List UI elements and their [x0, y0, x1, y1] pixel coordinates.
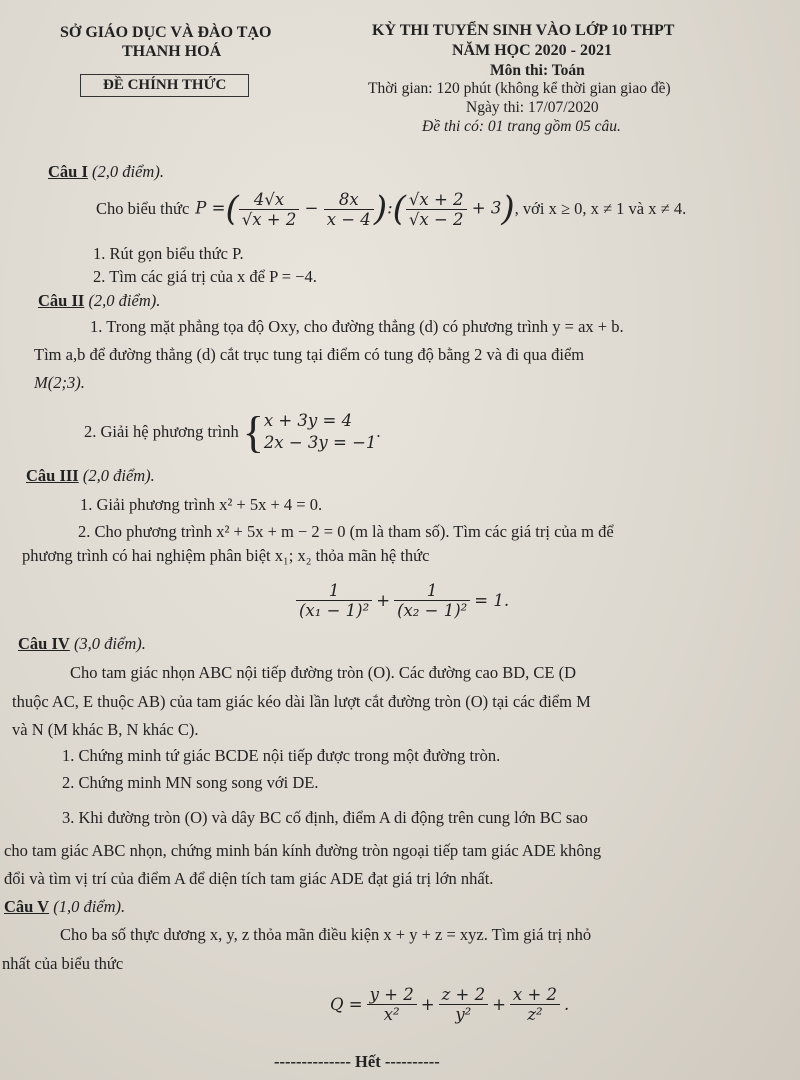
- q4-part3-line2: cho tam giác ABC nhọn, chứng minh bán kính đường tròn ngoại tiếp tam giác ADE không: [4, 841, 602, 860]
- time-line: Thời gian: 120 phút (không kể thời gian giao đề): [368, 80, 671, 97]
- system-eq2: 2x − 3y = −1: [263, 433, 377, 452]
- system-eq1: x + 3y = 4: [263, 411, 353, 430]
- q2-part2: 2. Giải hệ phương trình { x + 3y = 4 2x − 3y = −1 .: [84, 407, 381, 457]
- q4-title: Câu IV: [18, 634, 70, 653]
- q2-points: (2,0 điểm).: [88, 291, 161, 310]
- q2-part1-line2: Tìm a,b để đường thẳng (d) cắt trục tung tại điểm có tung độ bằng 2 và đi qua điểm: [34, 345, 585, 364]
- q1-points: (2,0 điểm).: [92, 162, 164, 181]
- q1-condition: , với x ≥ 0, x ≠ 1 và x ≠ 4.: [514, 199, 687, 218]
- q2-part2-label: 2. Giải hệ phương trình: [84, 422, 239, 441]
- subject-line: Môn thi: Toán: [490, 62, 585, 79]
- equation-system: [264, 410, 377, 454]
- q5-line2: nhất của biểu thức: [2, 954, 124, 973]
- q4-part3-line1: 3. Khi đường tròn (O) và dây BC cố định, điểm A di động trên cung lớn BC sao: [62, 808, 588, 827]
- q5-formula: Q = $\frac{y + 2}{\text{x²}}$ + $\frac{z + 2}{\text{y²}}$ + $\frac{x + 2}{\text{z²}}$ .: [330, 984, 570, 1024]
- q4-part1: 1. Chứng minh tứ giác BCDE nội tiếp được trong một đường tròn.: [62, 746, 501, 765]
- department-line: SỞ GIÁO DỤC VÀ ĐÀO TẠO: [60, 24, 272, 41]
- q1-heading: [48, 162, 164, 182]
- q5-line1: Cho ba số thực dương x, y, z thỏa mãn điều kiện x + y + z = xyz. Tìm giá trị nhỏ: [60, 925, 592, 944]
- p-formula: P =( $\frac{4√x}{√x + 2}$ − $\frac{8x}{x - 4}$ ):( $\frac{√x + 2}{√x - 2}$ + 3): [195, 189, 515, 229]
- q4-line3: và N (M khác B, N khác C).: [12, 720, 199, 739]
- q1-part1: 1. Rút gọn biểu thức P.: [93, 244, 244, 263]
- end-marker: -------------- Hết ----------: [274, 1052, 440, 1071]
- q3-part1: 1. Giải phương trình x² + 5x + 4 = 0.: [80, 495, 323, 514]
- q4-line2: thuộc AC, E thuộc AB) của tam giác kéo dài lần lượt cắt đường tròn (O) tại các điểm M: [12, 692, 591, 711]
- system-brace: {: [242, 407, 264, 457]
- q3-points: (2,0 điểm).: [82, 466, 155, 485]
- q3-title: Câu III: [26, 466, 79, 485]
- q2-title: Câu II: [38, 291, 85, 310]
- q2-part1-line3: M(2;3).: [34, 373, 85, 392]
- official-badge: ĐỀ CHÍNH THỨC: [80, 74, 249, 97]
- q5-title: Câu V: [4, 897, 50, 916]
- exam-title: KỲ THI TUYỂN SINH VÀO LỚP 10 THPT: [372, 22, 675, 39]
- q4-part3-line3: đổi và tìm vị trí của điểm A để diện tích tam giác ADE đạt giá trị lớn nhất.: [4, 869, 494, 888]
- q5-points: (1,0 điểm).: [53, 897, 126, 916]
- q2-part1-line1: 1. Trong mặt phẳng tọa độ Oxy, cho đường thẳng (d) có phương trình y = ax + b.: [90, 317, 624, 336]
- q4-heading: [18, 634, 146, 654]
- q3-condition-formula: $\frac{1}{\text{(x₁ − 1)²}}$ + $\frac{1}{\text{(x₂ − 1)²}}$ = 1.: [296, 572, 509, 628]
- q2-heading: [38, 291, 160, 311]
- q3-heading: [26, 466, 155, 486]
- q4-line1: Cho tam giác nhọn ABC nội tiếp đường tròn (O). Các đường cao BD, CE (D: [70, 663, 576, 682]
- q3-part2-line1: 2. Cho phương trình x² + 5x + m − 2 = 0 (m là tham số). Tìm các giá trị của m để: [78, 522, 614, 541]
- pages-line: Đề thi có: 01 trang gồm 05 câu.: [422, 118, 621, 135]
- province-line: THANH HOÁ: [122, 43, 222, 60]
- q4-points: (3,0 điểm).: [73, 634, 146, 653]
- school-year: NĂM HỌC 2020 - 2021: [452, 42, 612, 59]
- q1-expression: [96, 182, 686, 236]
- q1-title: Câu I: [48, 162, 88, 181]
- q5-heading: [4, 897, 125, 917]
- q1-part2: 2. Tìm các giá trị của x để P = −4.: [93, 267, 317, 286]
- q1-intro: Cho biểu thức: [96, 199, 190, 218]
- date-line: Ngày thi: 17/07/2020: [466, 99, 599, 116]
- q3-part2-line2: phương trình có hai nghiệm phân biệt x₁; x₂ thỏa mãn hệ thức: [22, 546, 430, 565]
- q4-part2: 2. Chứng minh MN song song với DE.: [62, 773, 319, 792]
